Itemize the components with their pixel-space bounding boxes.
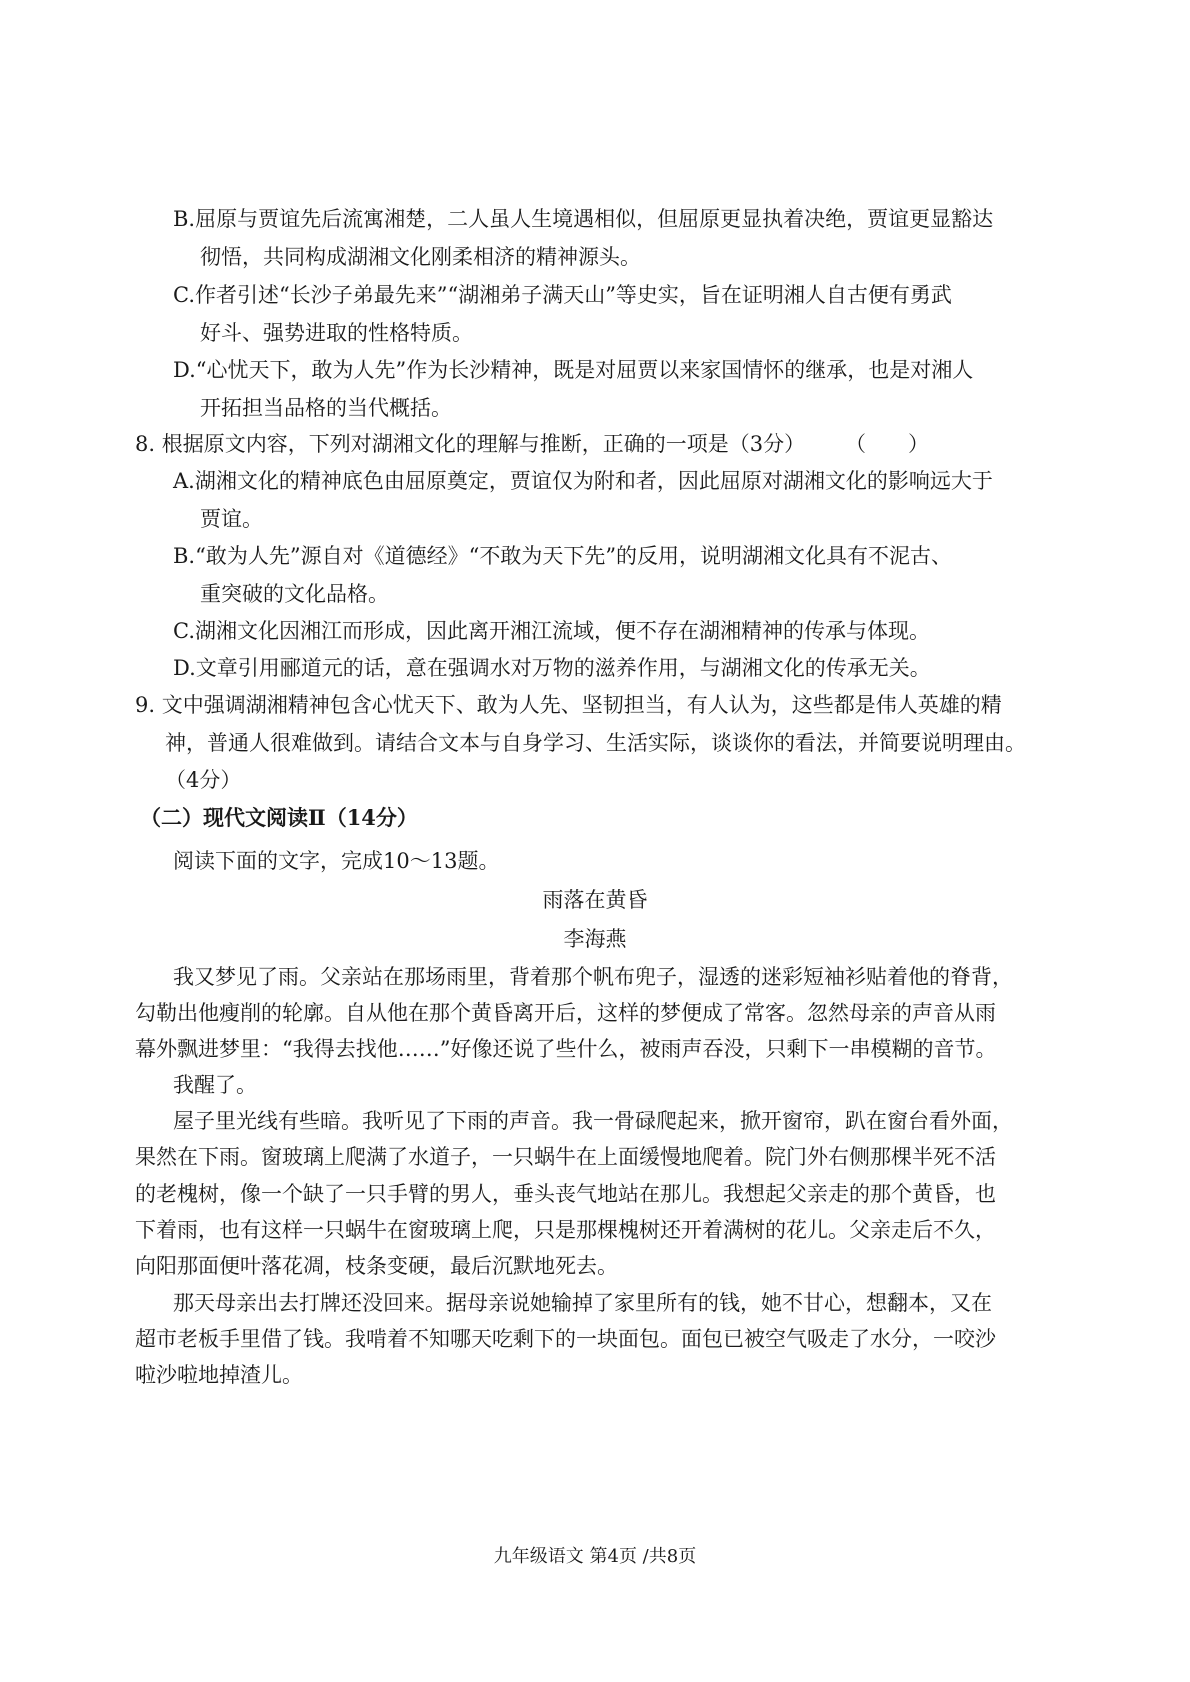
- q8-option-d: D.文章引用郦道元的话，意在强调水对万物的滋养作用，与湖湘文化的传承无关。: [173, 656, 931, 680]
- q7-option-d-line1: D.“心忧天下，敢为人先”作为长沙精神，既是对屈贾以来家国情怀的继承，也是对湘人: [173, 358, 974, 382]
- page-footer: 九年级语文 第4页 /共8页: [493, 1546, 697, 1567]
- paragraph-line: 勾勒出他瘦削的轮廓。自从他在那个黄昏离开后，这样的梦便成了常客。忽然母亲的声音从雨: [135, 1001, 996, 1025]
- q8-stem: 8. 根据原文内容，下列对湖湘文化的理解与推断，正确的一项是（3分）: [135, 432, 806, 456]
- paragraph-line: 向阳那面便叶落花凋，枝条变硬，最后沉默地死去。: [135, 1254, 618, 1278]
- q8-option-a-line1: A.湖湘文化的精神底色由屈原奠定，贾谊仅为附和者，因此屈原对湖湘文化的影响远大于: [173, 469, 993, 493]
- reading-instruction: 阅读下面的文字，完成10～13题。: [173, 849, 500, 873]
- paragraph-line: 我醒了。: [173, 1073, 257, 1097]
- q8-option-c: C.湖湘文化因湘江而形成，因此离开湘江流域，便不存在湖湘精神的传承与体现。: [173, 619, 930, 643]
- article-author: 李海燕: [563, 927, 627, 951]
- paragraph-line: 的老槐树，像一个缺了一只手臂的男人，垂头丧气地站在那儿。我想起父亲走的那个黄昏，也: [135, 1182, 996, 1206]
- q8-option-b-line1: B.“敢为人先”源自对《道德经》“不敢为天下先”的反用，说明湖湘文化具有不泥古、: [173, 544, 953, 568]
- q7-option-b-line2: 彻悟，共同构成湖湘文化刚柔相济的精神源头。: [200, 245, 641, 269]
- paragraph-line: 下着雨，也有这样一只蜗牛在窗玻璃上爬，只是那棵槐树还开着满树的花儿。父亲走后不久，: [135, 1218, 996, 1242]
- paragraph-line: 超市老板手里借了钱。我啃着不知哪天吃剩下的一块面包。面包已被空气吸走了水分，一咬沙: [135, 1327, 996, 1351]
- q7-option-c-line2: 好斗、强势进取的性格特质。: [200, 321, 473, 345]
- q9-line3: （4分）: [165, 768, 242, 792]
- paragraph-line: 屋子里光线有些暗。我听见了下雨的声音。我一骨碌爬起来，掀开窗帘，趴在窗台看外面，: [173, 1109, 1013, 1133]
- article-title: 雨落在黄昏: [542, 888, 648, 912]
- paragraph-line: 果然在下雨。窗玻璃上爬满了水道子，一只蜗牛在上面缓慢地爬着。院门外右侧那棵半死不活: [135, 1145, 996, 1169]
- q9-line2: 神，普通人很难做到。请结合文本与自身学习、生活实际，谈谈你的看法，并简要说明理由。: [165, 731, 1026, 755]
- q8-answer-blank: （ ）: [845, 432, 929, 456]
- paragraph-line: 那天母亲出去打牌还没回来。据母亲说她输掉了家里所有的钱，她不甘心，想翻本，又在: [173, 1291, 992, 1315]
- paragraph-line: 我又梦见了雨。父亲站在那场雨里，背着那个帆布兜子，湿透的迷彩短袖衫贴着他的脊背，: [173, 965, 1013, 989]
- q9-line1: 9. 文中强调湖湘精神包含心忧天下、敢为人先、坚韧担当，有人认为，这些都是伟人英雄的精: [135, 693, 1002, 717]
- q7-option-b-line1: B.屈原与贾谊先后流寓湘楚，二人虽人生境遇相似，但屈原更显执着决绝，贾谊更显豁达: [173, 207, 994, 231]
- q7-option-c-line1: C.作者引述“长沙子弟最先来”“湖湘弟子满天山”等史实，旨在证明湘人自古便有勇武: [173, 283, 952, 307]
- paragraph-line: 幕外飘进梦里：“我得去找他……”好像还说了些什么，被雨声吞没，只剩下一串模糊的音节。: [135, 1037, 997, 1061]
- section-heading: （二）现代文阅读Ⅱ（14分）: [140, 805, 418, 830]
- q7-option-d-line2: 开拓担当品格的当代概括。: [200, 396, 452, 420]
- q8-option-b-line2: 重突破的文化品格。: [200, 582, 389, 606]
- paragraph-line: 啦沙啦地掉渣儿。: [135, 1363, 303, 1387]
- q8-option-a-line2: 贾谊。: [200, 507, 263, 531]
